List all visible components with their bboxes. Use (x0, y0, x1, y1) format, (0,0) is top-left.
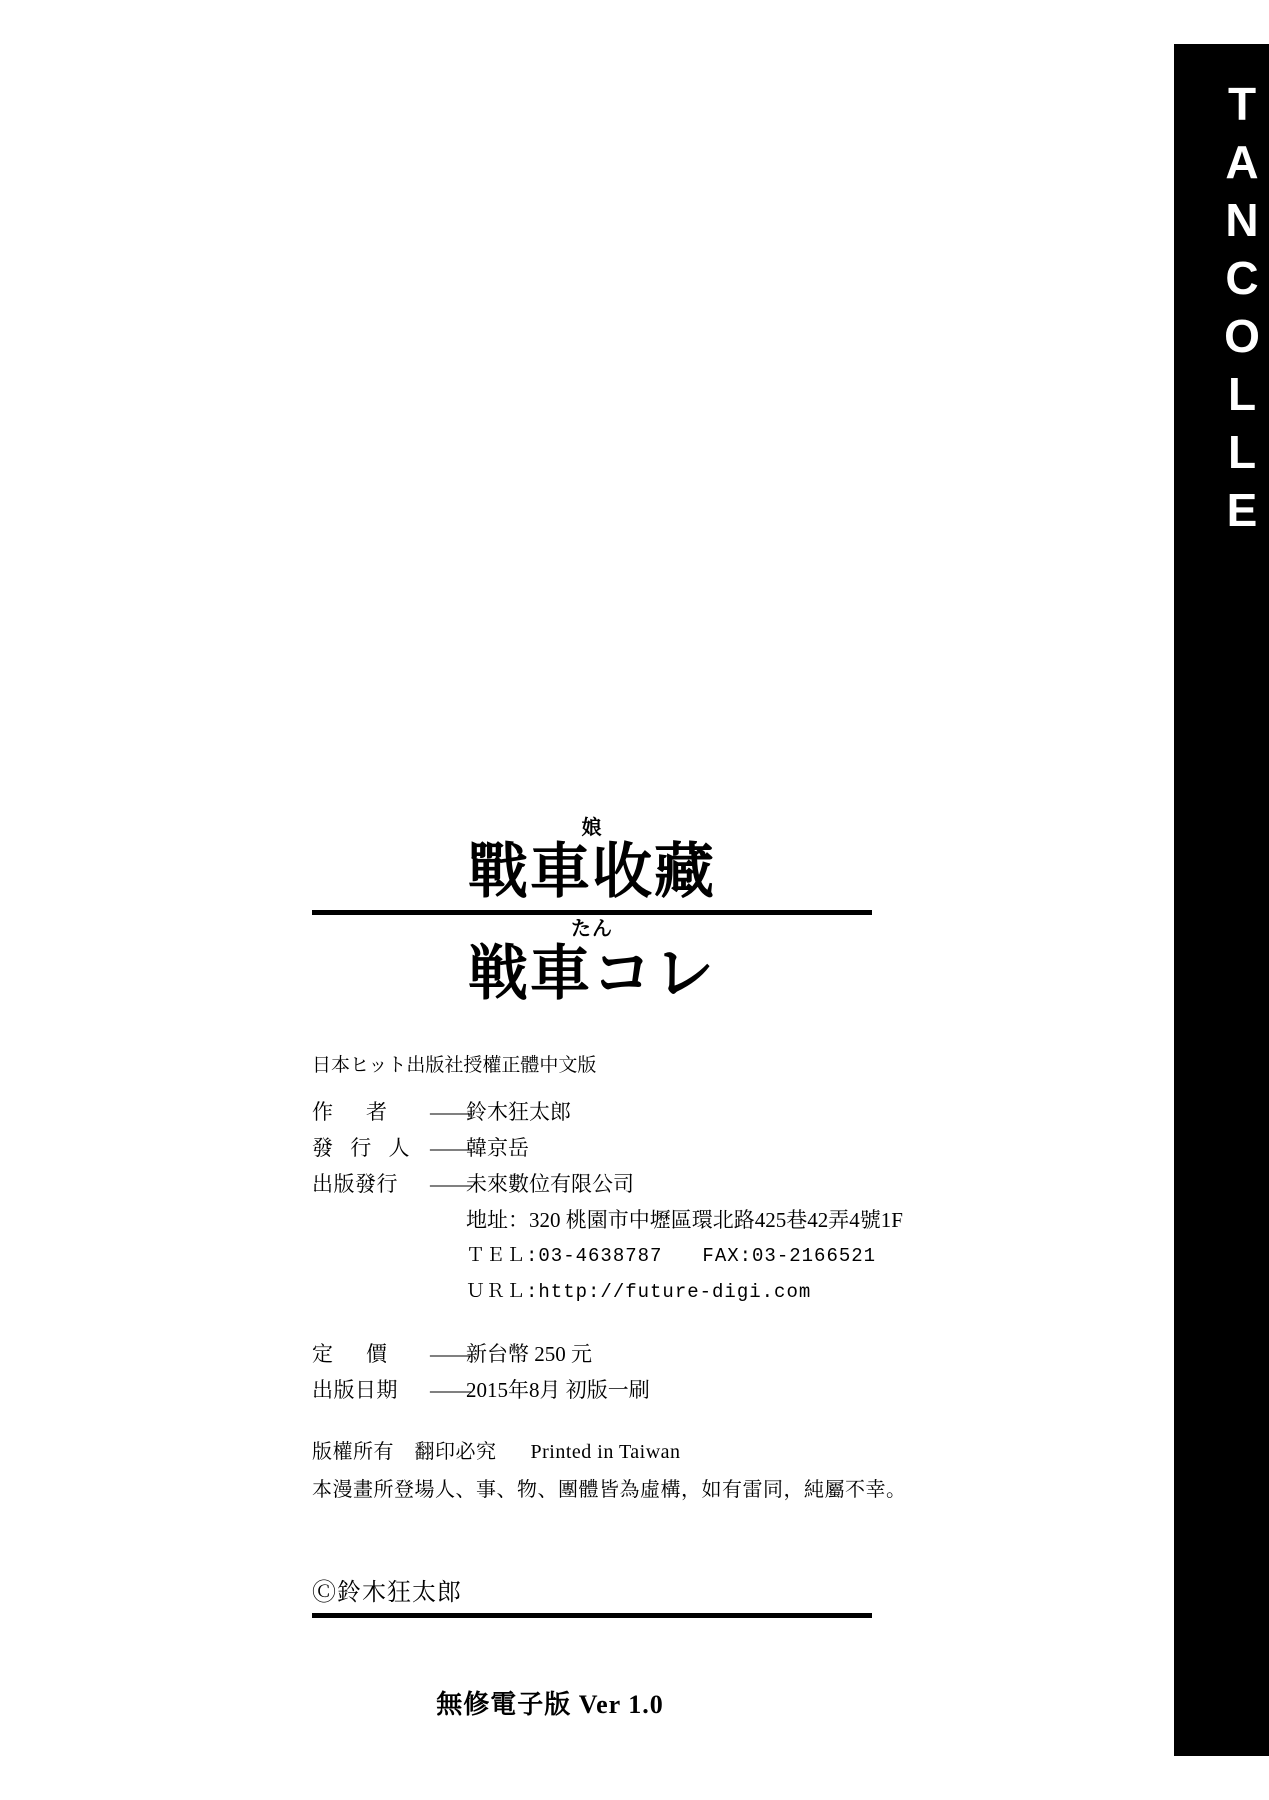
publisher-value: 未來數位有限公司 (466, 1172, 634, 1196)
series-title: TANCOLLE (1216, 78, 1268, 542)
author-row (312, 1094, 992, 1130)
price-value: 新台幣 250 元 (466, 1342, 592, 1366)
publish-date-dash: —— (430, 1378, 472, 1402)
title-japanese: 戦車コレ (468, 940, 716, 1007)
publisher-row (312, 1166, 992, 1202)
publish-date-value: 2015年8月 初版一刷 (466, 1378, 650, 1402)
publisher-dash: —— (430, 1172, 472, 1196)
title-japanese-ruby: たん (571, 918, 613, 940)
price-row (312, 1336, 992, 1372)
license-line: 日本ヒット出版社授權正體中文版 (312, 1055, 597, 1076)
copyright-line: Ⓒ鈴木狂太郎 (312, 1580, 462, 1606)
publisher-person-label: 發 行 人 (312, 1136, 416, 1160)
disclaimer-line: 本漫畫所登場人、事、物、團體皆為虛構，如有雷同，純屬不幸。 (312, 1479, 907, 1501)
url-line[interactable]: ＵＲＬ:http://future-digi.com (466, 1281, 812, 1303)
rights-line (312, 1434, 992, 1470)
author-dash: —— (430, 1100, 472, 1124)
publish-date-label: 出版日期 (312, 1378, 398, 1402)
version-footer: 無修電子版 Ver 1.0 (436, 1690, 664, 1719)
price-label: 定 價 (312, 1342, 393, 1366)
printed-in-text: Printed in Taiwan (530, 1441, 681, 1463)
title-divider (312, 910, 872, 915)
title-chinese-ruby: 娘 (581, 817, 603, 839)
publisher-label: 出版發行 (312, 1172, 398, 1196)
rights-text: 版權所有 翻印必究 (312, 1441, 497, 1463)
copyright-block (312, 1572, 872, 1618)
colophon-details (312, 1048, 992, 1508)
title-block (312, 818, 872, 1007)
publisher-person-dash: —— (430, 1136, 472, 1160)
tel-fax-line: ＴＥＬ:03-4638787 FAX:03-2166521 (466, 1245, 877, 1267)
publisher-person-row (312, 1130, 992, 1166)
publish-date-row (312, 1372, 992, 1408)
author-label: 作 者 (312, 1100, 393, 1124)
series-spine (1174, 44, 1269, 1756)
title-japanese-group (312, 919, 872, 1007)
author-value: 鈴木狂太郎 (466, 1100, 571, 1124)
address-line: 地址：320 桃園市中壢區環北路425巷42弄4號1F (466, 1208, 903, 1232)
copyright-divider (312, 1613, 872, 1618)
publisher-person-value: 韓京岳 (466, 1136, 529, 1160)
title-chinese-group (312, 818, 872, 904)
title-chinese: 戰車收藏 (468, 838, 716, 905)
price-dash: —— (430, 1342, 472, 1366)
